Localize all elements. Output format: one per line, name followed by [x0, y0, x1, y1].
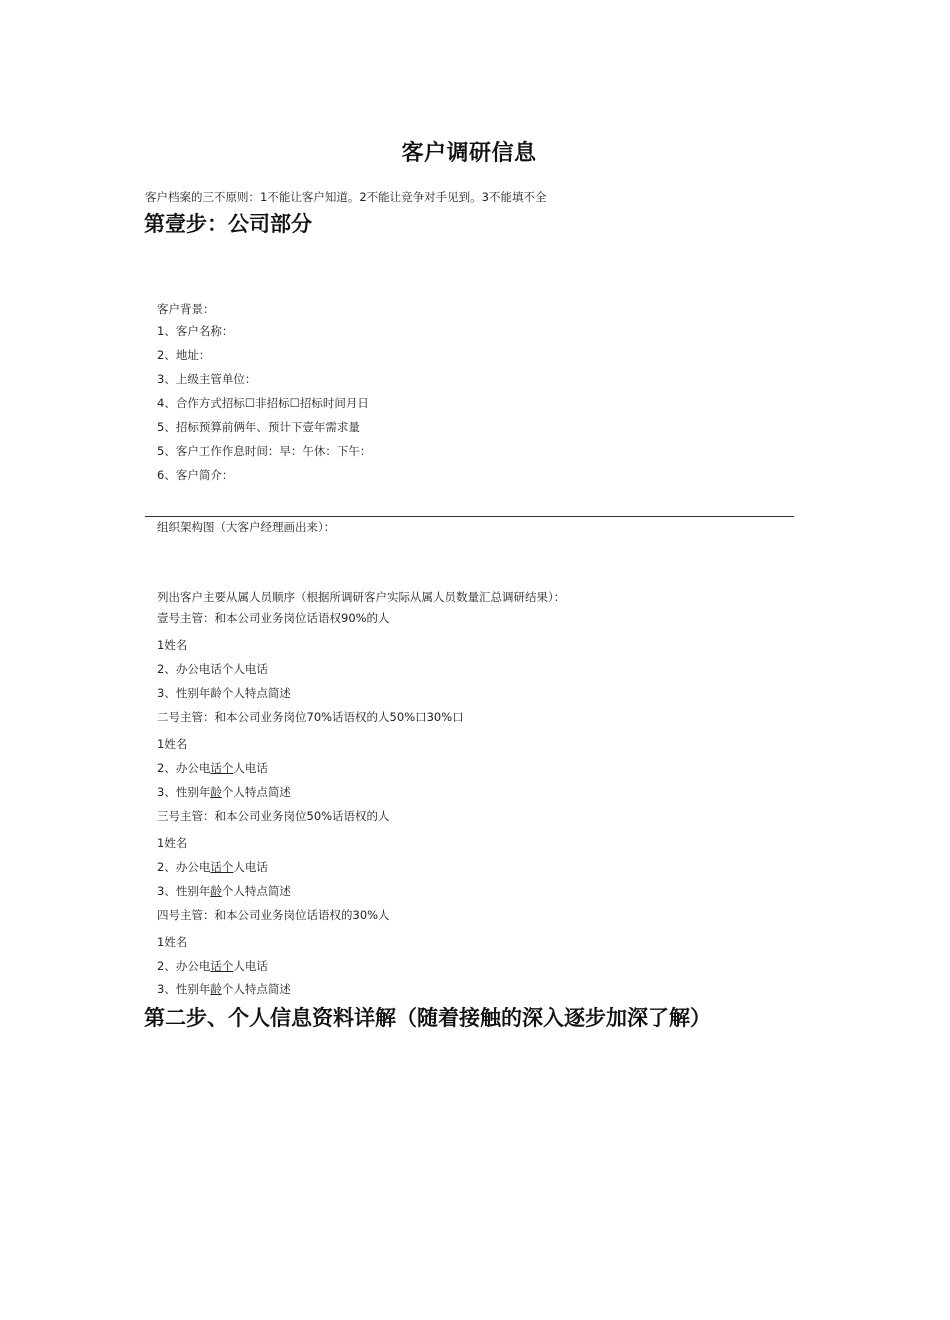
supervisor-title: 二号主管：和本公司业务岗位70%话语权的人50%口30%口 [157, 710, 464, 724]
background-item: 4、合作方式招标☐非招标☐招标时间月日 [157, 396, 369, 410]
supervisor-title: 三号主管：和本公司业务岗位50%话语权的人 [157, 809, 390, 823]
supervisor-phone-field: 2、办公电话个人电话 [157, 959, 268, 973]
staff-intro: 列出客户主要从属人员顺序（根据所调研客户实际从属人员数量汇总调研结果）： [157, 590, 566, 604]
section-divider [145, 516, 794, 517]
background-item: 1、客户名称： [157, 324, 234, 338]
supervisor-title: 壹号主管：和本公司业务岗位话语权90%的人 [157, 611, 390, 625]
supervisor-profile-field: 3、性别年龄个人特点简述 [157, 785, 291, 799]
background-item: 6、客户简介： [157, 468, 234, 482]
background-item: 5、招标预算前俩年、预计下壹年需求量 [157, 420, 360, 434]
org-chart-label: 组织架构图（大客户经理画出来）： [157, 520, 336, 534]
background-item: 2、地址： [157, 348, 211, 362]
step1-heading: 第壹步：公司部分 [144, 212, 312, 236]
page-title: 客户调研信息 [401, 141, 537, 166]
supervisor-phone-field: 2、办公电话个人电话 [157, 860, 268, 874]
supervisor-phone-field: 2、办公电话个人电话 [157, 761, 268, 775]
background-label: 客户背景： [157, 302, 215, 316]
background-item: 3、上级主管单位： [157, 372, 257, 386]
supervisor-profile-field: 3、性别年龄个人特点简述 [157, 686, 291, 700]
supervisor-name-field: 1姓名 [157, 935, 188, 949]
supervisor-phone-field: 2、办公电话个人电话 [157, 662, 268, 676]
intro-text: 客户档案的三不原则：1不能让客户知道。2不能让竞争对手见到。3不能填不全 [145, 190, 547, 204]
step2-heading: 第二步、个人信息资料详解（随着接触的深入逐步加深了解） [144, 1006, 711, 1030]
supervisor-name-field: 1姓名 [157, 737, 188, 751]
supervisor-profile-field: 3、性别年龄个人特点简述 [157, 884, 291, 898]
supervisor-name-field: 1姓名 [157, 638, 188, 652]
supervisor-name-field: 1姓名 [157, 836, 188, 850]
supervisor-title: 四号主管：和本公司业务岗位话语权的30%人 [157, 908, 390, 922]
supervisor-profile-field: 3、性别年龄个人特点简述 [157, 982, 291, 996]
background-item: 5、客户工作作息时间：早：午休：下午： [157, 444, 372, 458]
